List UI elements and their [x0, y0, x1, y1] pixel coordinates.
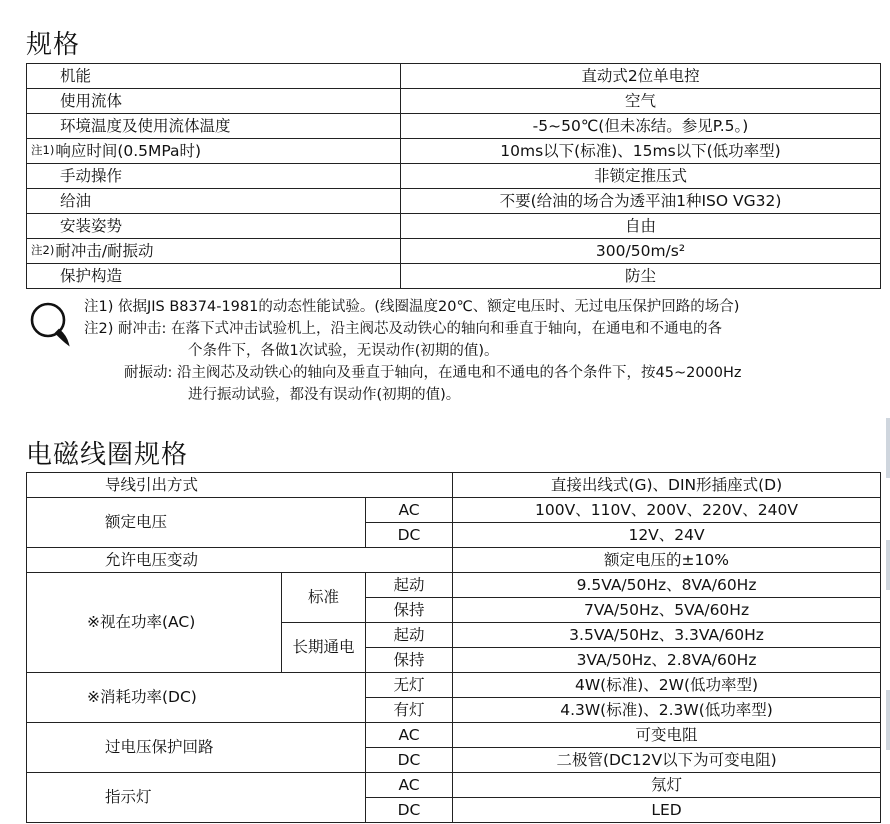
spec-value: 直动式2位单电控: [401, 64, 881, 89]
section-title-specifications: 规格: [26, 30, 81, 60]
indicator-ac-value: 氖灯: [453, 773, 881, 798]
table-row: [27, 773, 881, 798]
lead-wire-label: 导线引出方式: [27, 473, 453, 498]
spec-label: 机能: [60, 66, 92, 85]
spec-value: 300/50m/s²: [401, 239, 881, 264]
note-line-2: 注2) 耐冲击: 在落下式冲击试验机上，沿主阀芯及动铁心的轴向和垂直于轴向，在通电和不通电的各: [84, 321, 722, 337]
note-line-4: 耐振动: 沿主阀芯及动铁心的轴向及垂直于轴向，在通电和不通电的各个条件下，按45~2000Hz: [124, 365, 742, 381]
section-title-coil-specifications: 电磁线圈规格: [26, 440, 189, 470]
long-term-holding-label: 保持: [366, 648, 453, 673]
surge-dc-value: 二极管(DC12V以下为可变电阻): [453, 748, 881, 773]
spec-value: 空气: [401, 89, 881, 114]
table-row: [27, 64, 881, 89]
rated-ac-value: 100V、110V、200V、220V、240V: [453, 498, 881, 523]
rated-ac-label: AC: [366, 498, 453, 523]
surge-ac-value: 可变电阻: [453, 723, 881, 748]
standard-holding-label: 保持: [366, 598, 453, 623]
spec-value: 10ms以下(标准)、15ms以下(低功率型): [401, 139, 881, 164]
rated-dc-label: DC: [366, 523, 453, 548]
spec-label-cell: [27, 239, 401, 264]
note-marker: 注1): [31, 143, 55, 157]
spec-label-cell: [27, 114, 401, 139]
long-term-inrush-label: 起动: [366, 623, 453, 648]
spec-label: 保护构造: [60, 266, 123, 285]
spec-value: 自由: [401, 214, 881, 239]
coil-specifications-table: [26, 472, 881, 823]
with-light-label: 有灯: [366, 698, 453, 723]
rated-voltage-label: 额定电压: [27, 498, 366, 548]
surge-protection-label: 过电压保护回路: [27, 723, 366, 773]
spec-label-cell: [27, 64, 401, 89]
table-row: [27, 114, 881, 139]
spec-label-cell: [27, 89, 401, 114]
indicator-dc-value: LED: [453, 798, 881, 823]
with-light-value: 4.3W(标准)、2.3W(低功率型): [453, 698, 881, 723]
voltage-fluctuation-value: 额定电压的±10%: [453, 548, 881, 573]
table-row: [27, 473, 881, 498]
indicator-dc-label: DC: [366, 798, 453, 823]
table-row: [27, 573, 881, 598]
table-row: [27, 498, 881, 523]
specifications-table: [26, 63, 881, 289]
rated-dc-value: 12V、24V: [453, 523, 881, 548]
indicator-light-label: 指示灯: [27, 773, 366, 823]
spec-label-cell: [27, 264, 401, 289]
spec-label-cell: [27, 214, 401, 239]
spec-label: 使用流体: [60, 91, 123, 110]
standard-inrush-label: 起动: [366, 573, 453, 598]
table-row: [27, 548, 881, 573]
table-row: [27, 189, 881, 214]
apparent-power-label: ※视在功率(AC): [27, 573, 282, 673]
indicator-ac-label: AC: [366, 773, 453, 798]
no-light-value: 4W(标准)、2W(低功率型): [453, 673, 881, 698]
spec-label: 手动操作: [60, 166, 123, 185]
edge-divider: [886, 690, 890, 750]
note-line-1: 注1) 依据JIS B8374-1981的动态性能试验。(线圈温度20℃、额定电压时、无过电压保护回路的场合): [84, 299, 740, 315]
spec-value: 防尘: [401, 264, 881, 289]
spec-label-cell: [27, 139, 401, 164]
spec-value: 不要(给油的场合为透平油1种ISO VG32): [401, 189, 881, 214]
table-row: [27, 164, 881, 189]
surge-dc-label: DC: [366, 748, 453, 773]
spec-label: 耐冲击/耐振动: [55, 242, 154, 260]
long-term-label: 长期通电: [282, 623, 366, 673]
voltage-fluctuation-label: 允许电压变动: [27, 548, 453, 573]
surge-ac-label: AC: [366, 723, 453, 748]
spec-label-cell: [27, 164, 401, 189]
spec-value: -5~50℃(但未冻结。参见P.5。): [401, 114, 881, 139]
standard-label: 标准: [282, 573, 366, 623]
spec-label: 环境温度及使用流体温度: [60, 116, 231, 135]
spec-value: 非锁定推压式: [401, 164, 881, 189]
standard-inrush-value: 9.5VA/50Hz、8VA/60Hz: [453, 573, 881, 598]
long-term-inrush-value: 3.5VA/50Hz、3.3VA/60Hz: [453, 623, 881, 648]
power-consumption-label: ※消耗功率(DC): [27, 673, 366, 723]
no-light-label: 无灯: [366, 673, 453, 698]
note-marker: 注2): [31, 243, 55, 257]
table-row: [27, 214, 881, 239]
spec-label: 安装姿势: [60, 216, 123, 235]
table-row: [27, 723, 881, 748]
spec-label: 响应时间(0.5MPa时): [55, 142, 202, 160]
note-line-5: 进行振动试验，都没有误动作(初期的值)。: [188, 387, 461, 403]
standard-holding-value: 7VA/50Hz、5VA/60Hz: [453, 598, 881, 623]
lead-wire-value: 直接出线式(G)、DIN形插座式(D): [453, 473, 881, 498]
table-row: [27, 89, 881, 114]
table-row: [27, 264, 881, 289]
table-row: [27, 139, 881, 164]
spec-label: 给油: [60, 191, 92, 210]
table-row: [27, 673, 881, 698]
long-term-holding-value: 3VA/50Hz、2.8VA/60Hz: [453, 648, 881, 673]
table-row: [27, 239, 881, 264]
magnifier-note-icon: [26, 300, 78, 352]
spec-label-cell: [27, 189, 401, 214]
note-line-3: 个条件下，各做1次试验，无误动作(初期的值)。: [188, 343, 499, 359]
edge-divider: [886, 540, 890, 590]
edge-divider: [886, 418, 890, 478]
